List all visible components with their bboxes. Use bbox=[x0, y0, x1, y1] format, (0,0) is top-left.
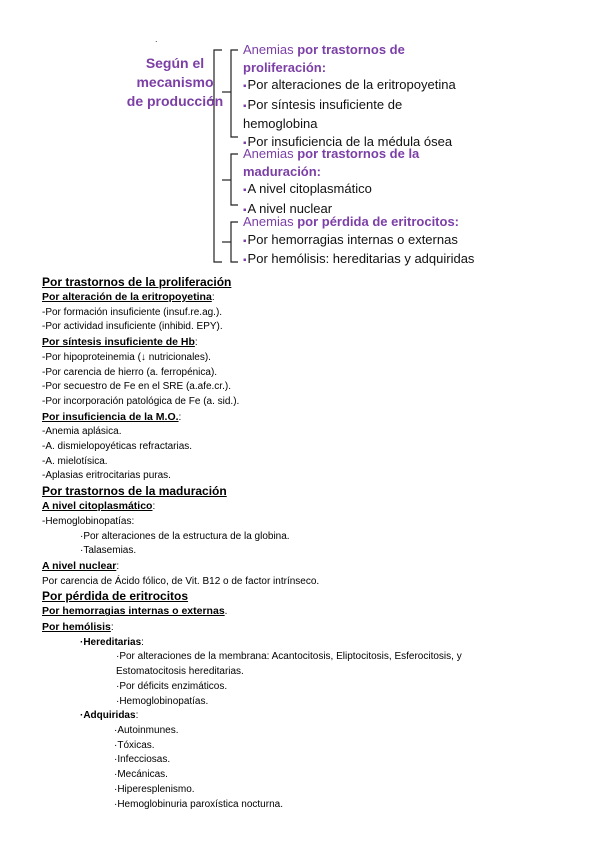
text-line-indented: ·Por déficits enzimáticos. bbox=[116, 680, 228, 692]
text-line-indented: ·Por alteraciones de la membrana: Acantocitosis, Eliptocitosis, Esferocitosis, y bbox=[116, 651, 462, 663]
subsection-heading: Por alteración de la eritropoyetina: bbox=[42, 291, 215, 303]
branch1-bracket bbox=[231, 50, 238, 137]
text-line: -Anemia aplásica. bbox=[42, 426, 122, 438]
section-title-maduracion: Por trastornos de la maduración bbox=[42, 484, 227, 499]
text-line-indented: ·Mecánicas. bbox=[114, 769, 168, 781]
text-line-indented: ·Tóxicas. bbox=[114, 739, 155, 751]
text-line: -Por formación insuficiente (insuf.re.ag.). bbox=[42, 306, 223, 318]
text-line-indented: ·Hemoglobinopatías. bbox=[116, 695, 209, 707]
text-line: -Por actividad insuficiente (inhibid. EPY). bbox=[42, 321, 223, 333]
subsection-heading: A nivel citoplasmático: bbox=[42, 500, 156, 513]
branch-heading: Anemias por trastornos de bbox=[243, 42, 405, 57]
root-line-3: de producción bbox=[126, 93, 224, 109]
document-body bbox=[42, 275, 582, 812]
branch-heading: Anemias por trastornos de la bbox=[243, 146, 420, 161]
branch-item: ▪ Por hemorragias internas o externas bbox=[243, 231, 474, 251]
text-line-indented: ·Por alteraciones de la estructura de la globina. bbox=[80, 530, 290, 542]
group-heading-hereditarias: ·Hereditarias: bbox=[80, 636, 144, 648]
branch-item: ▪ A nivel nuclear bbox=[243, 200, 419, 220]
text-line: -Hemoglobinopatías: bbox=[42, 515, 135, 527]
branch2-bracket bbox=[231, 154, 238, 205]
text-line-indented: ·Hiperesplenismo. bbox=[114, 783, 195, 795]
branch-heading-line2: maduración: bbox=[243, 163, 322, 179]
text-line-indented: ·Talasemias. bbox=[80, 545, 137, 557]
group-heading-adquiridas: ·Adquiridas: bbox=[80, 710, 139, 722]
text-line-continuation: Estomatocitosis hereditarias. bbox=[116, 666, 244, 678]
subsection-heading: Por insuficiencia de la M.O.: bbox=[42, 410, 182, 423]
subsection-heading: Por hemorragias internas o externas. bbox=[42, 605, 228, 618]
text-line: -Por incorporación patológica de Fe (a. sid.). bbox=[42, 395, 240, 407]
text-line: -A. mielotísica. bbox=[42, 455, 108, 467]
branch-heading: Anemias por pérdida de eritrocitos: bbox=[243, 214, 460, 229]
branch-item: ▪ Por insuficiencia de la médula ósea bbox=[243, 133, 456, 153]
branch-item: ▪ Por hemólisis: hereditarias y adquiridas bbox=[243, 250, 474, 270]
root-line-2: mecanismo bbox=[136, 74, 214, 90]
subsection-heading: Por hemólisis: bbox=[42, 621, 114, 634]
stray-dot: . bbox=[155, 34, 158, 44]
classification-diagram bbox=[0, 0, 600, 272]
text-line-indented: ·Autoinmunes. bbox=[114, 724, 179, 736]
subsection-heading: A nivel nuclear: bbox=[42, 559, 120, 572]
branch-heading-line2: proliferación: bbox=[243, 59, 327, 75]
section-title-perdida: Por pérdida de eritrocitos bbox=[42, 589, 189, 604]
branch3-bracket bbox=[231, 222, 238, 262]
branch-item: ▪ A nivel citoplasmático bbox=[243, 180, 419, 200]
text-line: Por carencia de Ácido fólico, de Vit. B12 o de factor intrínseco. bbox=[42, 575, 320, 587]
text-line: -Por hipoproteinemia (↓ nutricionales). bbox=[42, 351, 211, 363]
section-title-proliferacion: Por trastornos de la proliferación bbox=[42, 275, 232, 289]
branch-item-continuation: hemoglobina bbox=[243, 116, 318, 131]
root-label bbox=[120, 54, 230, 111]
root-line-1: Según el bbox=[145, 55, 205, 71]
text-line-indented: ·Hemoglobinuria paroxística nocturna. bbox=[114, 798, 283, 810]
subsection-heading: Por síntesis insuficiente de Hb: bbox=[42, 336, 198, 349]
text-line: -A. dismielopoyéticas refractarias. bbox=[42, 441, 193, 453]
text-line-indented: ·Infecciosas. bbox=[114, 754, 171, 766]
branch-item: ▪ Por alteraciones de la eritropoyetina bbox=[243, 76, 456, 96]
text-line: -Aplasias eritrocitarias puras. bbox=[42, 470, 171, 482]
branch-proliferacion bbox=[243, 41, 456, 152]
branch-item: ▪ Por síntesis insuficiente de bbox=[243, 96, 456, 116]
text-line: -Por carencia de hierro (a. ferropénica). bbox=[42, 366, 218, 378]
branch-perdida bbox=[243, 213, 474, 270]
branch-maduracion bbox=[243, 145, 419, 219]
text-line: -Por secuestro de Fe en el SRE (a.afe.cr.). bbox=[42, 381, 231, 393]
